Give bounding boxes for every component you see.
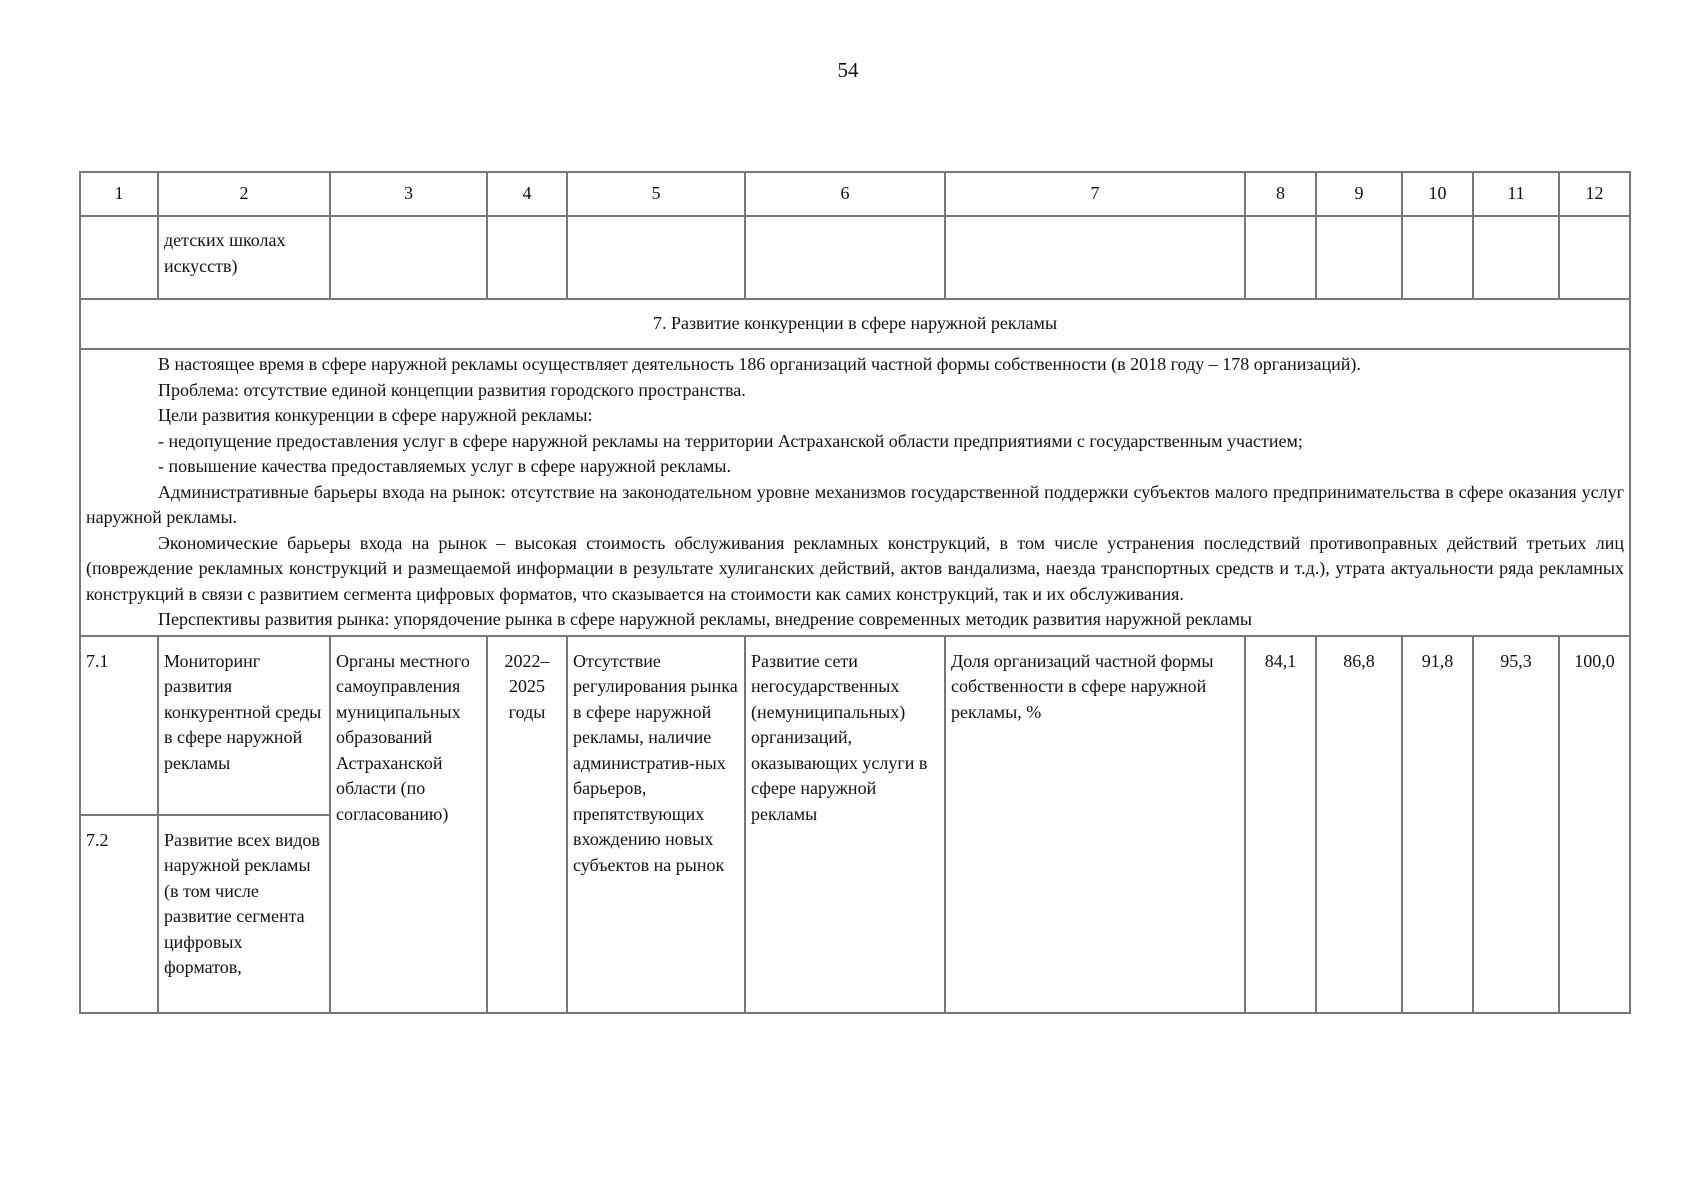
column-number: 5 [567,172,745,216]
indicator: Доля организаций частной формы собственности в сфере наружной рекламы, % [945,636,1245,1013]
table-cell [330,216,487,299]
indicator-value: 84,1 [1245,636,1316,1013]
indicator-value: 100,0 [1559,636,1630,1013]
section-title: 7. Развитие конкуренции в сфере наружной рекламы [80,299,1630,349]
expected-result: Развитие сети негосударственных (немуниципальных) организаций, оказывающих услуги в сфере наружной рекламы [745,636,945,1013]
executor: Органы местного самоуправления муниципальных образований Астраханской области (по согласованию) [330,636,487,1013]
table-cell [1473,216,1559,299]
table-cell [567,216,745,299]
section-description-row [80,349,1630,636]
section-description [80,349,1630,636]
table-cell [1245,216,1316,299]
measures-table [79,171,1631,1014]
column-number: 8 [1245,172,1316,216]
column-number: 2 [158,172,330,216]
measure-number: 7.1 [80,636,158,815]
description-paragraph: - повышение качества предоставляемых услуг в сфере наружной рекламы. [158,456,731,476]
table-cell [1402,216,1473,299]
table-cell [745,216,945,299]
section-title-row [80,299,1630,349]
table-cell [945,216,1245,299]
column-number: 11 [1473,172,1559,216]
description-paragraph: - недопущение предоставления услуг в сфере наружной рекламы на территории Астраханской области предприятиями с государственным участием; [158,430,1303,451]
period: 2022–2025 годы [487,636,567,1013]
table-cell [1316,216,1402,299]
description-paragraph: Цели развития конкуренции в сфере наружной рекламы: [158,405,593,425]
column-number: 9 [1316,172,1402,216]
column-number: 6 [745,172,945,216]
continued-row [80,216,1630,299]
table-cell [487,216,567,299]
indicator-value: 86,8 [1316,636,1402,1013]
column-number-row [80,172,1630,216]
description-paragraph: Экономические барьеры входа на рынок – высокая стоимость обслуживания рекламных конструкций, в том числе устранения последствий противоправных действий третьих лиц (повреждение рекламных конструкций и размещаемой информации в результате хулиганских действий, актов вандализма, наезда транспортных средств и т.д.), утрата актуальности ряда рекламных конструкций в связи с развитием сегмента цифровых форматов, что сказывается на стоимости как самих конструкций, так и их обслуживания. [86,532,1624,604]
description-paragraph: Перспективы развития рынка: упорядочение рынка в сфере наружной рекламы, внедрение современных методик развития наружной рекламы [158,609,1252,629]
column-number: 3 [330,172,487,216]
column-number: 4 [487,172,567,216]
description-paragraph: В настоящее время в сфере наружной рекламы осуществляет деятельность 186 организаций частной формы собственности (в 2018 году – 178 организаций). [158,354,1361,374]
continued-measure-text: детских школах искусств) [158,216,330,299]
measure-name: Мониторинг развития конкурентной среды в сфере наружной рекламы [158,636,330,815]
problem: Отсутствие регулирования рынка в сфере наружной рекламы, наличие административ-ных барьеров, препятствующих вхождению новых субъектов на рынок [567,636,745,1013]
column-number: 7 [945,172,1245,216]
measure-row-7-1 [80,636,1630,815]
table-cell [80,216,158,299]
table-cell [1559,216,1630,299]
indicator-value: 91,8 [1402,636,1473,1013]
column-number: 1 [80,172,158,216]
measure-number: 7.2 [80,815,158,1013]
description-paragraph: Административные барьеры входа на рынок: отсутствие на законодательном уровне механизмов государственной поддержки субъектов малого предпринимательства в сфере оказания услуг наружной рекламы. [86,481,1624,527]
page-number: 54 [837,58,859,82]
measure-name: Развитие всех видов наружной рекламы (в том числе развитие сегмента цифровых форматов, [158,815,330,1013]
description-paragraph: Проблема: отсутствие единой концепции развития городского пространства. [158,379,746,400]
column-number: 12 [1559,172,1630,216]
indicator-value: 95,3 [1473,636,1559,1013]
column-number: 10 [1402,172,1473,216]
